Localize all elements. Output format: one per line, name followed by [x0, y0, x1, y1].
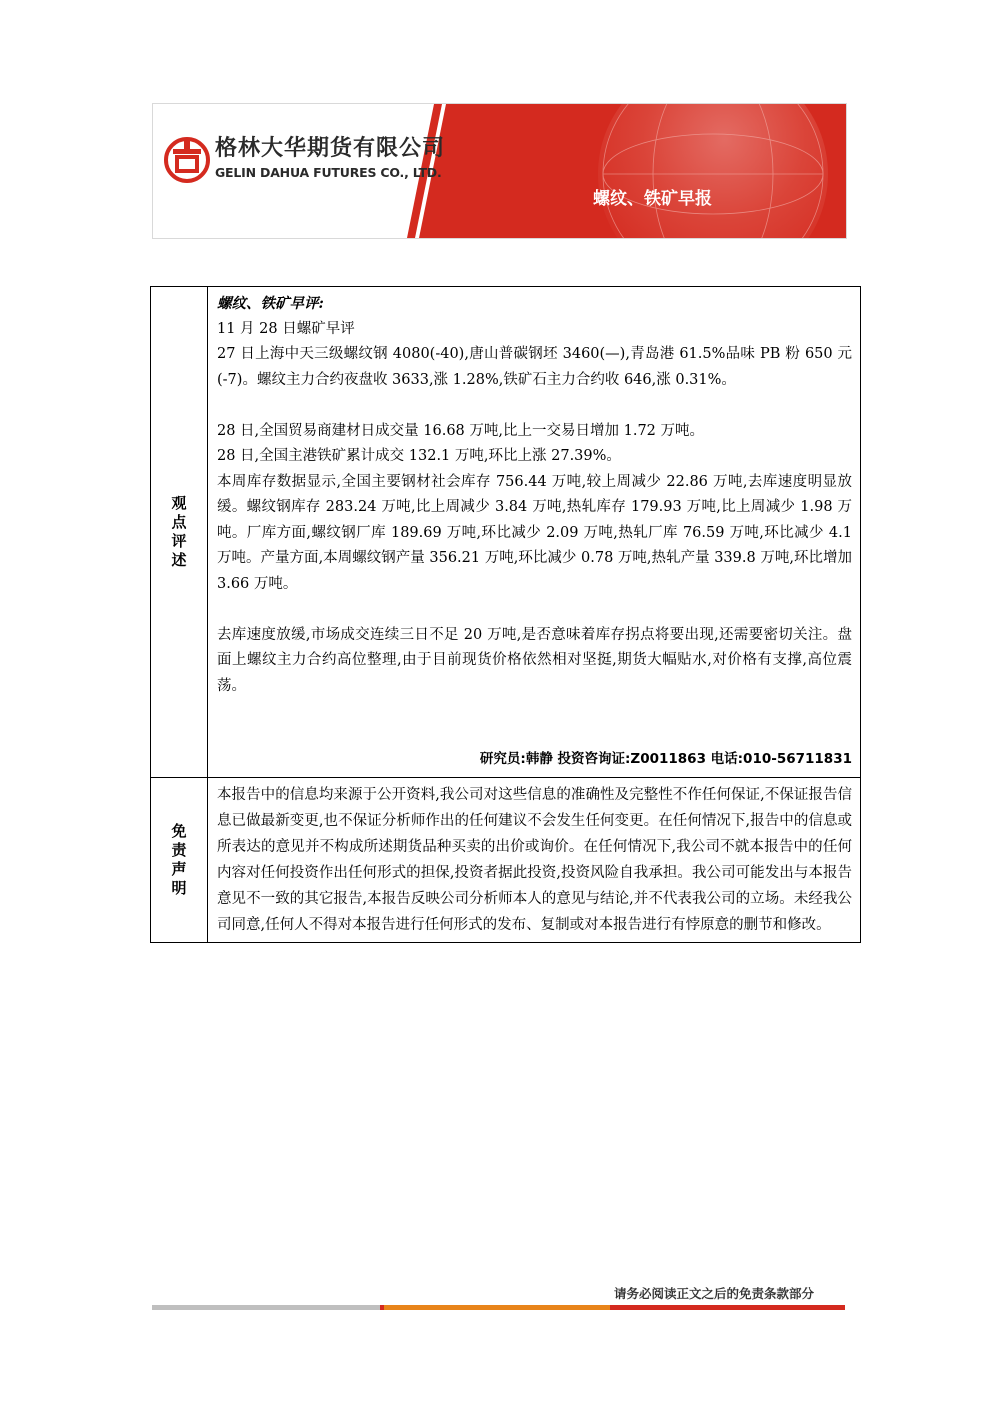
report-table: [150, 286, 861, 943]
disclaimer-text: 本报告中的信息均来源于公开资料,我公司对这些信息的准确性及完整性不作任何保证,不保证报告信息已做最新变更,也不保证分析师作出的任何建议不会发生任何变更。在任何情况下,报告中的信息或所表达的意见并不构成所述期货品种买卖的出价或询价。在任何情况下,我公司不就本报告中的任何内容对任何投资作出任何形式的担保,投资者据此投资,投资风险自我承担。我公司可能发出与本报告意见不一致的其它报告,本报告反映公司分析师本人的意见与结论,并不代表我公司的立场。未经我公司同意,任何人不得对本报告进行任何形式的发布、复制或对本报告进行有悖原意的删节和修改。: [217, 786, 852, 933]
paragraph-outlook: 去库速度放缓,市场成交连续三日不足 20 万吨,是否意味着库存拐点将要出现,还需要密切关注。盘面上螺纹主力合约高位整理,由于目前现货价格依然相对坚挺,期货大幅贴水,对价格有支撑,高位震荡。: [217, 626, 852, 694]
logo: [163, 136, 445, 184]
view-label: 观点评述: [171, 493, 187, 569]
header-banner: [152, 103, 847, 239]
disclaimer-row: [151, 777, 861, 942]
researcher-info: 研究员:韩静 投资咨询证:Z0011863 电话:010-56711831: [479, 751, 852, 767]
date-line: 11 月 28 日螺矿早评: [217, 320, 355, 337]
company-name-en: GELIN DAHUA FUTURES CO., LTD.: [215, 165, 442, 180]
company-name-cn: 格林大华期货有限公司: [215, 136, 446, 161]
paragraph-inventory: 本周库存数据显示,全国主要钢材社会库存 756.44 万吨,较上周减少 22.86 万吨,去库速度明显放缓。螺纹钢库存 283.24 万吨,比上周减少 3.84 万吨,热轧库存 179.93 万吨,比上周减少 1.98 万吨。厂库方面,螺纹钢厂库 189.69 万吨,环比减少 2.09 万吨,热轧厂库 76.59 万吨,环比减少 4.1 万吨。产量方面,本周螺纹钢产量 356.21 万吨,环比减少 0.78 万吨,热轧产量 339.8 万吨,环比增加 3.66 万吨。: [217, 473, 852, 592]
disclaimer-label: 免责声明: [171, 821, 187, 897]
footer-note: 请务必阅读正文之后的免责条款部分: [614, 1286, 815, 1301]
disclaimer-label-cell: [151, 777, 208, 942]
footer-bar-orange: [384, 1305, 610, 1310]
disclaimer-content: [208, 777, 861, 942]
section-title: 螺纹、铁矿早评:: [217, 295, 324, 312]
paragraph-iron-ore: 28 日,全国主港铁矿累计成交 132.1 万吨,环比上涨 27.39%。: [217, 448, 621, 464]
footer-bar-red: [610, 1305, 845, 1310]
report-title: 螺纹、铁矿早报: [593, 189, 712, 209]
gelin-dahua-logo-icon: [163, 136, 211, 184]
footer-bar-gray: [152, 1305, 380, 1310]
view-row: [151, 287, 861, 778]
view-label-cell: [151, 287, 208, 778]
paragraph-trade-volume: 28 日,全国贸易商建材日成交量 16.68 万吨,比上一交易日增加 1.72 万吨。: [217, 422, 705, 439]
view-content: [208, 287, 861, 778]
paragraph-prices: 27 日上海中天三级螺纹钢 4080(-40),唐山普碳钢坯 3460(—),青岛港 61.5%品味 PB 粉 650 元(-7)。螺纹主力合约夜盘收 3633,涨 1.28%,铁矿石主力合约收 646,涨 0.31%。: [217, 346, 852, 388]
